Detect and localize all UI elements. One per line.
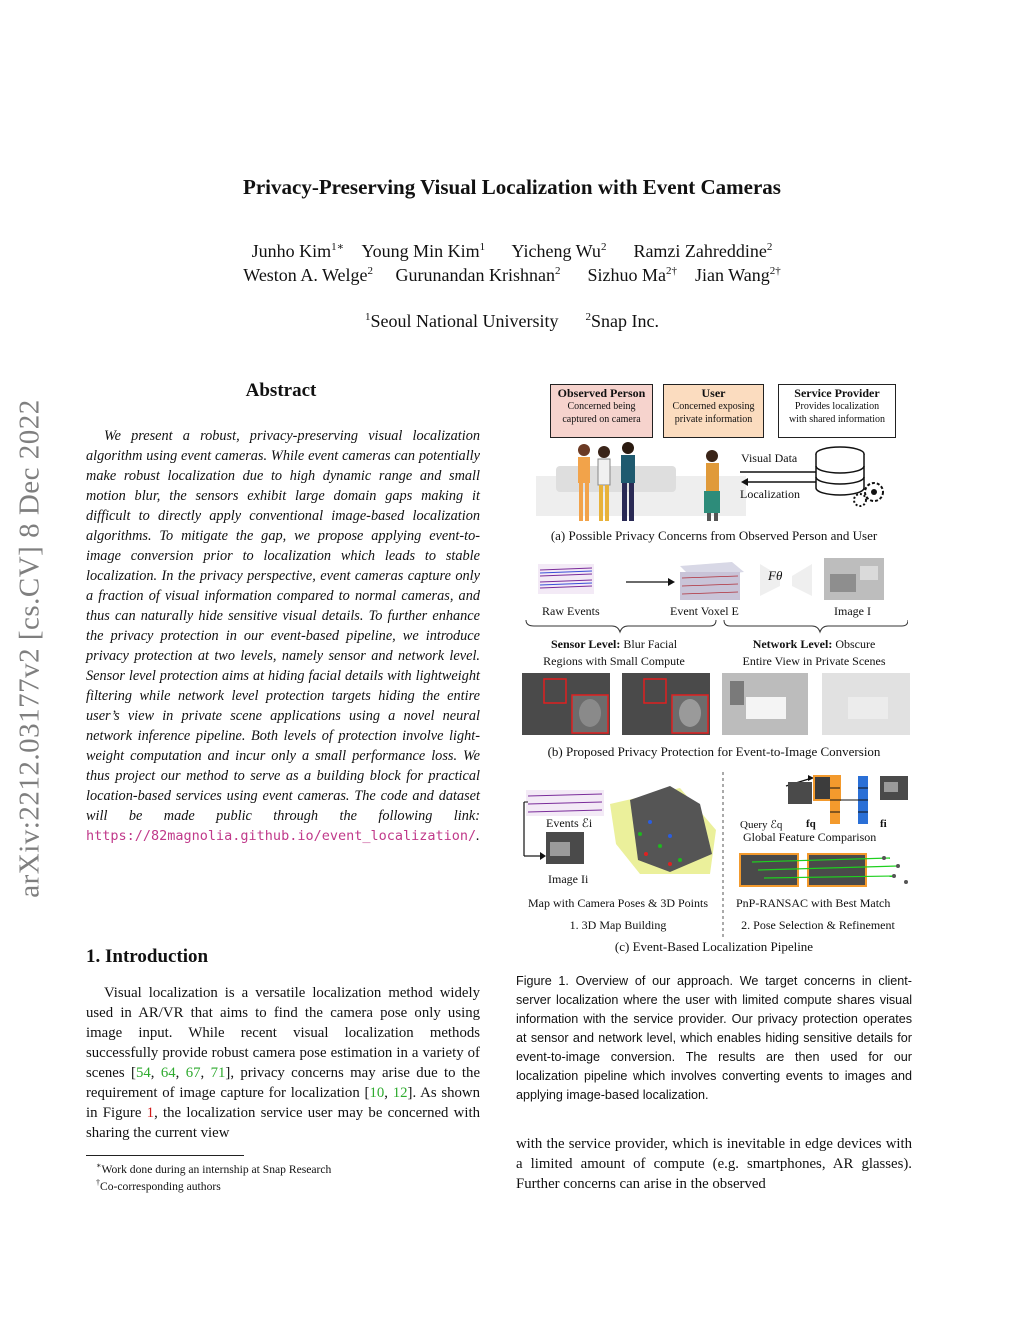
image-ii-label: Image Ii — [548, 872, 589, 886]
fq-label: fq — [806, 818, 816, 830]
citation-link[interactable]: 64 — [160, 1065, 176, 1081]
fi-label: fi — [880, 818, 887, 830]
author: Gurunandan Krishnan — [395, 265, 555, 285]
events-ei-label: Events ℰi — [546, 816, 593, 830]
query-eq-label: Query ℰq — [740, 819, 783, 831]
converted-image — [824, 558, 886, 602]
global-feature-label: Global Feature Comparison — [743, 830, 877, 844]
service-provider-box: Service Provider Provides localization with shared information — [778, 384, 896, 438]
figure-1 — [516, 380, 912, 960]
network-level-images — [722, 673, 912, 737]
sensor-level-desc: Regions with Small Compute — [543, 654, 685, 668]
visual-data-label: Visual Data — [741, 451, 798, 465]
citation-link[interactable]: 71 — [210, 1065, 226, 1081]
figure-ref-link[interactable]: 1 — [146, 1105, 155, 1121]
figure-caption: Figure 1. Overview of our approach. We target concerns in client-server localization where the user with limited compute shares visual information with the service provider. Our privacy protection operates at sensor and network level, which enables hiding sensitive details for event-to-image conversion. The results are then used for our localization pipeline which involves converting events to images and applying image-based localization. — [516, 974, 912, 1102]
citation-link[interactable]: 54 — [135, 1065, 151, 1081]
localization-label: Localization — [740, 487, 800, 501]
caption-c: (c) Event-Based Localization Pipeline — [614, 939, 814, 954]
image-i-label: Image I — [834, 604, 871, 618]
map-label: Map with Camera Poses & 3D Points — [528, 896, 708, 910]
f-theta-label: Fθ — [768, 568, 783, 583]
code-link[interactable]: https://82magnolia.github.io/event_localization/ — [86, 828, 477, 844]
caption-a: (a) Possible Privacy Concerns from Observed Person and User — [550, 528, 878, 543]
citation-link[interactable]: 10 — [369, 1085, 385, 1101]
sensor-level-images — [522, 673, 712, 737]
image-ii-thumbnail — [546, 832, 586, 866]
affiliations: $^1$Seoul National University $^2$Snap Inc. — [365, 311, 659, 331]
footnote: ∗Work done during an internship at Snap Research — [96, 1161, 332, 1176]
sensor-level-label: Sensor Level: Blur Facial — [550, 637, 678, 651]
network-level-desc: Entire View in Private Scenes — [742, 654, 886, 668]
footnote-rule — [86, 1155, 244, 1156]
column-divider — [722, 772, 724, 938]
intro-paragraph: Visual localization is a versatile localization method widely used in AR/VR that aims to find the camera pose only using image input. While recent visual localization methods successfully provide robust camera pose estimation in a variety of scenes [54, 64, 67, 71], privacy concerns may arise due to the requirement of image capture for localization [10, 12]. As shown in Figure 1, the localization service user may be concerned with sharing the current view — [86, 985, 481, 1141]
pnp-ransac-visual — [738, 852, 912, 890]
author: Yicheng Wu — [511, 241, 601, 261]
right-column-text: with the service provider, which is inevitable in edge devices with a limited amount of compute (e.g. smartphones, AR glasses). Further concerns can arise in the observed — [516, 1136, 912, 1192]
pnp-ransac-label: PnP-RANSAC with Best Match — [736, 896, 891, 910]
people-illustration — [536, 436, 746, 526]
footnote: †Co-corresponding authors — [96, 1178, 221, 1193]
paper-title: Privacy-Preserving Visual Localization with Event Cameras — [243, 175, 781, 199]
citation-link[interactable]: 67 — [185, 1065, 201, 1081]
authors-line-2: Weston A. Welge$^2$ Gurunandan Krishnan$^2$ Sizhuo $Ma^{2\dagger}$ Jian Wang$^{2\dagger}$ — [243, 265, 781, 285]
arxiv-identifier: arXiv:2212.03177v2 [cs.CV] 8 Dec 2022 — [13, 399, 46, 898]
affiliation: Snap Inc. — [591, 311, 659, 331]
step-2-label: 2. Pose Selection & Refinement — [741, 918, 895, 932]
affiliation: Seoul National University — [370, 311, 559, 331]
event-voxel-image — [674, 558, 746, 604]
caption-b: (b) Proposed Privacy Protection for Event-to-Image Conversion — [547, 744, 881, 759]
abstract-heading: Abstract — [245, 380, 317, 401]
bracket-lines — [524, 618, 908, 634]
network-icon — [758, 560, 814, 600]
raw-events-image — [538, 560, 598, 600]
abstract-text: We present a robust, privacy-preserving visual localization algorithm using event cameras. While event cameras can potentially make robust localization due to high dynamic range and small motion blur, the sensors exhibit large domain gaps making it difficult to directly apply conventional image-based localization algorithms. To mitigate the gap, we propose applying event-to-image conversion prior to localization which leads to stable localization. In the privacy perspective, event cameras capture only a fraction of visual information compared to normal cameras, and thus can naturally hide sensitive visual details. To further enhance the privacy protection in our event-based pipeline, we introduce privacy protection at two levels, namely sensor and network level. Sensor level protection aims at hiding facial details with lightweight filtering while network level protection targets hiding the entire user’s view in private scene applications using a novel neural network inference pipeline. Both levels of protection involve light-weight computation and incur only a small performance loss. We thus project our method to serve as a building block for practical location-based services using event cameras. The code and dataset will be made public through the following link: https://82magnolia.github.io/event_localization/. — [86, 428, 480, 844]
author: Young Min Kim — [361, 241, 480, 261]
intro-heading: 1. Introduction — [86, 946, 209, 967]
citation-link[interactable]: 12 — [392, 1085, 408, 1101]
arrow-icon — [626, 576, 676, 588]
author: Sizhuo Ma — [587, 265, 666, 285]
author: Jian Wang — [695, 265, 770, 285]
event-voxel-label: Event Voxel E — [670, 604, 739, 618]
author: Weston A. Welge — [243, 265, 368, 285]
step-1-label: 1. 3D Map Building — [569, 918, 667, 932]
observed-person-box: Observed Person Concerned being captured on camera — [550, 384, 653, 438]
database-icon — [814, 444, 894, 510]
user-box: User Concerned exposing private information — [663, 384, 764, 438]
author: Ramzi Zahreddine — [633, 241, 767, 261]
user-figure — [704, 450, 720, 521]
authors-line-1: Junho Kim$^{1∗}$ Young Min Kim$^1$ Yicheng Wu$^2$ Ramzi Zahreddine$^2$ — [251, 241, 773, 261]
author: Junho Kim — [251, 241, 332, 261]
network-level-label: Network Level: Obscure — [752, 637, 876, 651]
raw-events-label: Raw Events — [542, 604, 600, 618]
observed-person-figure — [578, 442, 635, 521]
